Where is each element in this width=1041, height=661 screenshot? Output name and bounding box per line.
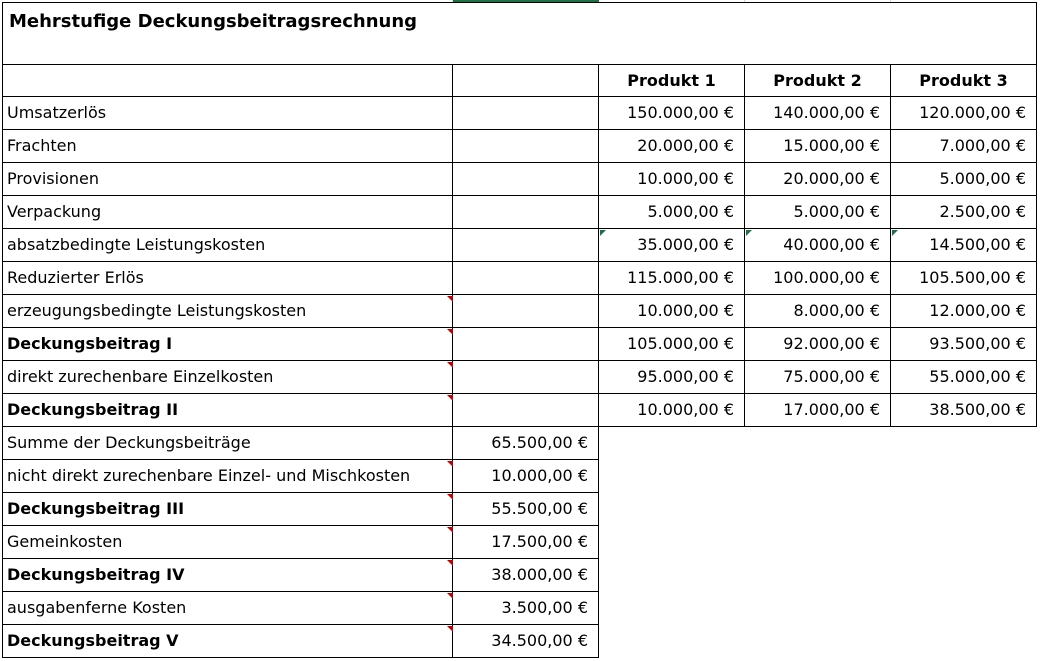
row-label[interactable]: Deckungsbeitrag I bbox=[2, 328, 453, 361]
value-cell[interactable]: 95.000,00 € bbox=[599, 361, 745, 394]
header-cell[interactable]: Produkt 1 bbox=[599, 64, 745, 97]
row-label[interactable]: Deckungsbeitrag III bbox=[2, 493, 453, 526]
value-cell[interactable]: 7.000,00 € bbox=[891, 130, 1037, 163]
comment-indicator-icon bbox=[447, 329, 453, 335]
header-cell[interactable] bbox=[453, 64, 599, 97]
row-label[interactable]: Gemeinkosten bbox=[2, 526, 453, 559]
value-cell[interactable]: 55.500,00 € bbox=[453, 493, 599, 526]
error-flag-icon bbox=[746, 230, 752, 236]
value-cell[interactable]: 93.500,00 € bbox=[891, 328, 1037, 361]
value-cell[interactable]: 10.000,00 € bbox=[453, 460, 599, 493]
empty-cell[interactable] bbox=[453, 130, 599, 163]
value-cell[interactable]: 115.000,00 € bbox=[599, 262, 745, 295]
row-label[interactable]: direkt zurechenbare Einzelkosten bbox=[2, 361, 453, 394]
row-label[interactable]: Frachten bbox=[2, 130, 453, 163]
header-cell[interactable] bbox=[2, 64, 453, 97]
empty-cell[interactable] bbox=[453, 196, 599, 229]
error-flag-icon bbox=[600, 230, 606, 236]
comment-indicator-icon bbox=[447, 494, 453, 500]
comment-indicator-icon bbox=[447, 362, 453, 368]
empty-cell[interactable] bbox=[453, 394, 599, 427]
row-label[interactable]: Deckungsbeitrag II bbox=[2, 394, 453, 427]
value-cell[interactable]: 10.000,00 € bbox=[599, 394, 745, 427]
row-label[interactable]: erzeugungsbedingte Leistungskosten bbox=[2, 295, 453, 328]
value-cell[interactable]: 5.000,00 € bbox=[599, 196, 745, 229]
value-cell[interactable]: 38.000,00 € bbox=[453, 559, 599, 592]
value-cell[interactable]: 5.000,00 € bbox=[745, 196, 891, 229]
row-label[interactable]: Umsatzerlös bbox=[2, 97, 453, 130]
comment-indicator-icon bbox=[447, 560, 453, 566]
value-cell[interactable]: 3.500,00 € bbox=[453, 592, 599, 625]
value-cell[interactable]: 120.000,00 € bbox=[891, 97, 1037, 130]
sheet-title[interactable]: Mehrstufige Deckungsbeitragsrechnung bbox=[2, 2, 1037, 64]
row-label[interactable]: Deckungsbeitrag IV bbox=[2, 559, 453, 592]
comment-indicator-icon bbox=[447, 527, 453, 533]
row-label[interactable]: Summe der Deckungsbeiträge bbox=[2, 427, 453, 460]
empty-cell[interactable] bbox=[453, 361, 599, 394]
empty-cell[interactable] bbox=[453, 328, 599, 361]
empty-cell[interactable] bbox=[453, 262, 599, 295]
value-cell[interactable]: 14.500,00 € bbox=[891, 229, 1037, 262]
value-cell[interactable]: 150.000,00 € bbox=[599, 97, 745, 130]
error-flag-icon bbox=[892, 230, 898, 236]
value-cell[interactable]: 5.000,00 € bbox=[891, 163, 1037, 196]
comment-indicator-icon bbox=[447, 593, 453, 599]
value-cell[interactable]: 2.500,00 € bbox=[891, 196, 1037, 229]
value-cell[interactable]: 35.000,00 € bbox=[599, 229, 745, 262]
header-cell[interactable]: Produkt 3 bbox=[891, 64, 1037, 97]
value-cell[interactable]: 105.500,00 € bbox=[891, 262, 1037, 295]
value-cell[interactable]: 55.000,00 € bbox=[891, 361, 1037, 394]
value-cell[interactable]: 15.000,00 € bbox=[745, 130, 891, 163]
empty-cell[interactable] bbox=[453, 97, 599, 130]
row-label[interactable]: Verpackung bbox=[2, 196, 453, 229]
value-cell[interactable]: 12.000,00 € bbox=[891, 295, 1037, 328]
value-cell[interactable]: 92.000,00 € bbox=[745, 328, 891, 361]
header-cell[interactable]: Produkt 2 bbox=[745, 64, 891, 97]
value-cell[interactable]: 10.000,00 € bbox=[599, 295, 745, 328]
empty-cell[interactable] bbox=[453, 295, 599, 328]
row-label[interactable]: Reduzierter Erlös bbox=[2, 262, 453, 295]
value-cell[interactable]: 17.000,00 € bbox=[745, 394, 891, 427]
row-label[interactable]: Deckungsbeitrag V bbox=[2, 625, 453, 658]
row-label[interactable]: ausgabenferne Kosten bbox=[2, 592, 453, 625]
value-cell[interactable]: 20.000,00 € bbox=[599, 130, 745, 163]
value-cell[interactable]: 140.000,00 € bbox=[745, 97, 891, 130]
value-cell[interactable]: 75.000,00 € bbox=[745, 361, 891, 394]
row-label[interactable]: nicht direkt zurechenbare Einzel- und Mischkosten bbox=[2, 460, 453, 493]
empty-cell[interactable] bbox=[453, 229, 599, 262]
value-cell[interactable]: 65.500,00 € bbox=[453, 427, 599, 460]
value-cell[interactable]: 38.500,00 € bbox=[891, 394, 1037, 427]
value-cell[interactable]: 17.500,00 € bbox=[453, 526, 599, 559]
value-cell[interactable]: 20.000,00 € bbox=[745, 163, 891, 196]
row-label[interactable]: Provisionen bbox=[2, 163, 453, 196]
value-cell[interactable]: 105.000,00 € bbox=[599, 328, 745, 361]
value-cell[interactable]: 10.000,00 € bbox=[599, 163, 745, 196]
row-label[interactable]: absatzbedingte Leistungskosten bbox=[2, 229, 453, 262]
empty-cell[interactable] bbox=[453, 163, 599, 196]
value-cell[interactable]: 34.500,00 € bbox=[453, 625, 599, 658]
value-cell[interactable]: 8.000,00 € bbox=[745, 295, 891, 328]
value-cell[interactable]: 100.000,00 € bbox=[745, 262, 891, 295]
comment-indicator-icon bbox=[447, 296, 453, 302]
comment-indicator-icon bbox=[447, 395, 453, 401]
comment-indicator-icon bbox=[447, 626, 453, 632]
value-cell[interactable]: 40.000,00 € bbox=[745, 229, 891, 262]
comment-indicator-icon bbox=[447, 461, 453, 467]
